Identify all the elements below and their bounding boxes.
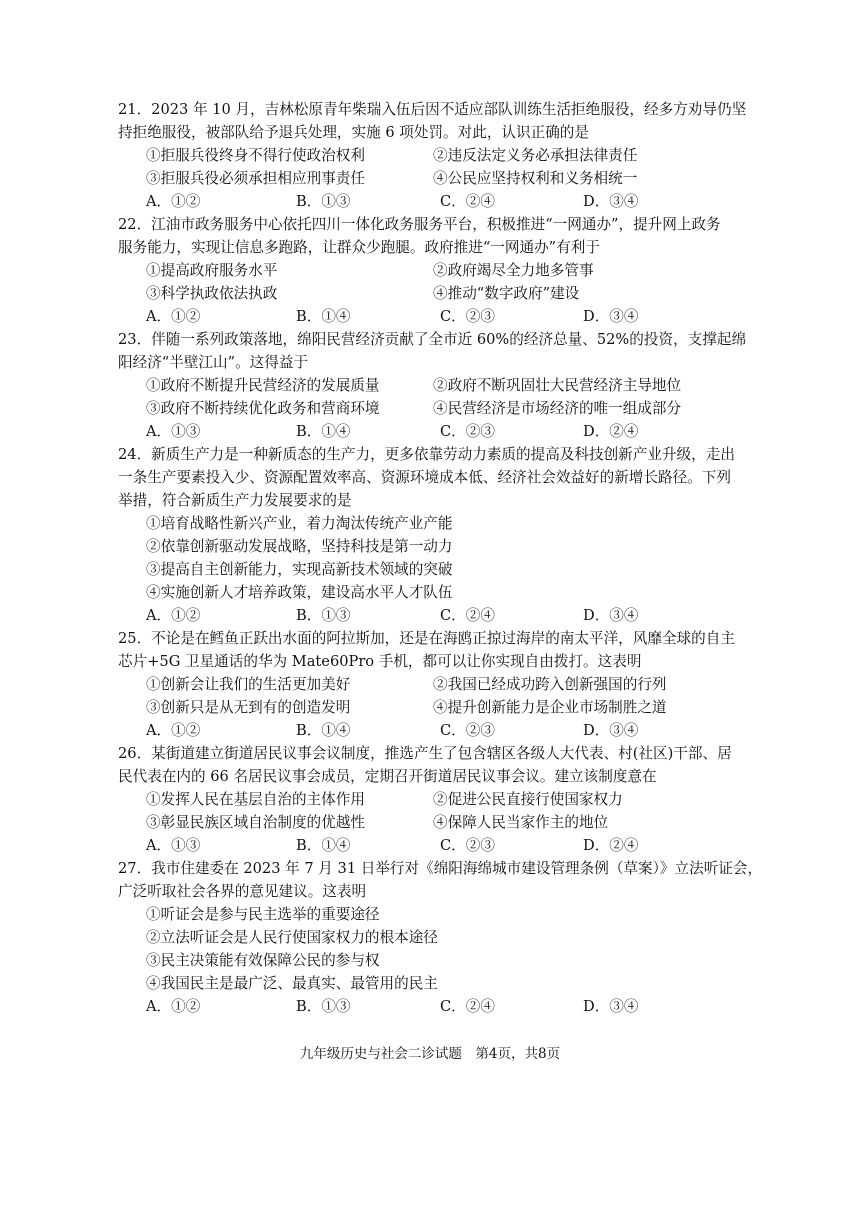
question-21-stem-line-1: 21．2023 年 10 月，吉林松原青年柴瑞入伍后因不适应部队训练生活拒绝服役，经多方劝导仍坚: [118, 101, 747, 118]
question-24-choice-b: B．①③: [296, 607, 351, 624]
question-26-choice-b: B．①④: [296, 837, 351, 854]
question-21-stem-line-2: 持拒绝服役，被部队给予退兵处理，实施 6 项处罚。对此，认识正确的是: [118, 124, 589, 141]
question-24-statement-1: ①培育战略性新兴产业，着力淘汰传统产业产能: [146, 515, 453, 532]
question-27-choice-c: C．②④: [440, 998, 495, 1015]
question-27-choice-d: D．③④: [583, 998, 639, 1015]
page-footer: 九年级历史与社会二诊试题 第4页，共8页: [299, 1046, 561, 1062]
question-23-statement-2: ②政府不断巩固壮大民营经济主导地位: [433, 377, 682, 394]
question-25-choice-b: B．①④: [296, 722, 351, 739]
question-24-statement-3: ③提高自主创新能力，实现高新技术领域的突破: [146, 561, 453, 578]
question-23-statement-1: ①政府不断提升民营经济的发展质量: [146, 377, 380, 394]
question-21-choice-b: B．①③: [296, 193, 351, 210]
question-25-statement-2: ②我国已经成功跨入创新强国的行列: [433, 676, 667, 693]
question-26-statement-1: ①发挥人民在基层自治的主体作用: [146, 791, 365, 808]
question-27-statement-4: ④我国民主是最广泛、最真实、最管用的民主: [146, 975, 438, 992]
question-21-choice-c: C．②④: [440, 193, 495, 210]
question-21-statement-4: ④公民应坚持权利和义务相统一: [433, 170, 638, 187]
question-24-choice-c: C．②④: [440, 607, 495, 624]
question-26-statement-2: ②促进公民直接行使国家权力: [433, 791, 623, 808]
question-24-choice-d: D．③④: [583, 607, 639, 624]
question-25-statement-4: ④提升创新能力是企业市场制胜之道: [433, 699, 667, 716]
question-21-statement-1: ①拒服兵役终身不得行使政治权利: [146, 147, 365, 164]
question-22-stem-line-2: 服务能力，实现让信息多跑路，让群众少跑腿。政府推进“一网通办”有利于: [118, 239, 600, 256]
question-21-choice-a: A．①②: [146, 193, 201, 210]
question-21-statement-2: ②违反法定义务必承担法律责任: [433, 147, 638, 164]
question-22-choice-d: D．③④: [583, 308, 639, 325]
question-26-stem-line-2: 民代表在内的 66 名居民议事会成员，定期召开街道居民议事会议。建立该制度意在: [118, 768, 657, 785]
question-25-choice-a: A．①②: [146, 722, 201, 739]
question-26-statement-4: ④保障人民当家作主的地位: [433, 814, 609, 831]
question-23-stem-line-1: 23．伴随一系列政策落地，绵阳民营经济贡献了全市近 60%的经济总量、52%的投资，支撑起绵: [118, 331, 747, 348]
question-25-statement-3: ③创新只是从无到有的创造发明: [146, 699, 351, 716]
question-23-statement-4: ④民营经济是市场经济的唯一组成部分: [433, 400, 682, 417]
question-25-choice-c: C．②③: [440, 722, 495, 739]
question-25-choice-d: D．③④: [583, 722, 639, 739]
question-22-statement-4: ④推动“数字政府”建设: [433, 285, 580, 302]
question-23-statement-3: ③政府不断持续优化政务和营商环境: [146, 400, 380, 417]
question-26-stem-line-1: 26．某街道建立街道居民议事会议制度，推选产生了包含辖区各级人大代表、村(社区)干部、居: [118, 745, 732, 762]
question-22-statement-1: ①提高政府服务水平: [146, 262, 278, 279]
question-22-stem-line-1: 22．江油市政务服务中心依托四川一体化政务服务平台，积极推进“一网通办”，提升网上政务: [118, 216, 721, 233]
question-26-choice-c: C．②③: [440, 837, 495, 854]
question-27-choice-a: A．①②: [146, 998, 201, 1015]
question-23-choice-a: A．①③: [146, 423, 201, 440]
question-21-choice-d: D．③④: [583, 193, 639, 210]
question-23-choice-c: C．②③: [440, 423, 495, 440]
question-26-choice-d: D．②④: [583, 837, 639, 854]
question-23-stem-line-2: 阳经济“半壁江山”。这得益于: [118, 354, 309, 371]
question-27-stem-line-2: 广泛听取社会各界的意见建议。这表明: [118, 883, 367, 900]
question-24-choice-a: A．①②: [146, 607, 201, 624]
question-26-statement-3: ③彰显民族区域自治制度的优越性: [146, 814, 365, 831]
question-22-choice-b: B．①④: [296, 308, 351, 325]
question-22-choice-a: A．①②: [146, 308, 201, 325]
question-24-statement-2: ②依靠创新驱动发展战略，坚持科技是第一动力: [146, 538, 453, 555]
question-25-statement-1: ①创新会让我们的生活更加美好: [146, 676, 351, 693]
question-27-statement-3: ③民主决策能有效保障公民的参与权: [146, 952, 380, 969]
question-22-choice-c: C．②③: [440, 308, 495, 325]
question-23-choice-b: B．①④: [296, 423, 351, 440]
question-22-statement-3: ③科学执政依法执政: [146, 285, 278, 302]
question-24-stem-line-2: 一条生产要素投入少、资源配置效率高、资源环境成本低、经济社会效益好的新增长路径。下列: [118, 469, 731, 486]
question-26-choice-a: A．①③: [146, 837, 201, 854]
question-24-stem-line-3: 举措，符合新质生产力发展要求的是: [118, 492, 352, 509]
question-21-statement-3: ③拒服兵役必须承担相应刑事责任: [146, 170, 365, 187]
question-23-choice-d: D．②④: [583, 423, 639, 440]
question-25-stem-line-2: 芯片+5G 卫星通话的华为 Mate60Pro 手机，都可以让你实现自由拨打。这表明: [118, 653, 642, 670]
question-25-stem-line-1: 25．不论是在鳕鱼正跃出水面的阿拉斯加，还是在海鸥正掠过海岸的南太平洋，风靡全球的自主: [118, 630, 735, 647]
question-27-statement-2: ②立法听证会是人民行使国家权力的根本途径: [146, 929, 438, 946]
question-27-choice-b: B．①③: [296, 998, 351, 1015]
question-22-statement-2: ②政府竭尽全力地多管事: [433, 262, 594, 279]
question-27-statement-1: ①听证会是参与民主选举的重要途径: [146, 906, 380, 923]
question-24-stem-line-1: 24．新质生产力是一种新质态的生产力，更多依靠劳动力素质的提高及科技创新产业升级，走出: [118, 446, 735, 463]
question-24-statement-4: ④实施创新人才培养政策，建设高水平人才队伍: [146, 584, 453, 601]
question-27-stem-line-1: 27．我市住建委在 2023 年 7 月 31 日举行对《绵阳海绵城市建设管理条例（草案）》立法听证会，: [118, 860, 763, 877]
